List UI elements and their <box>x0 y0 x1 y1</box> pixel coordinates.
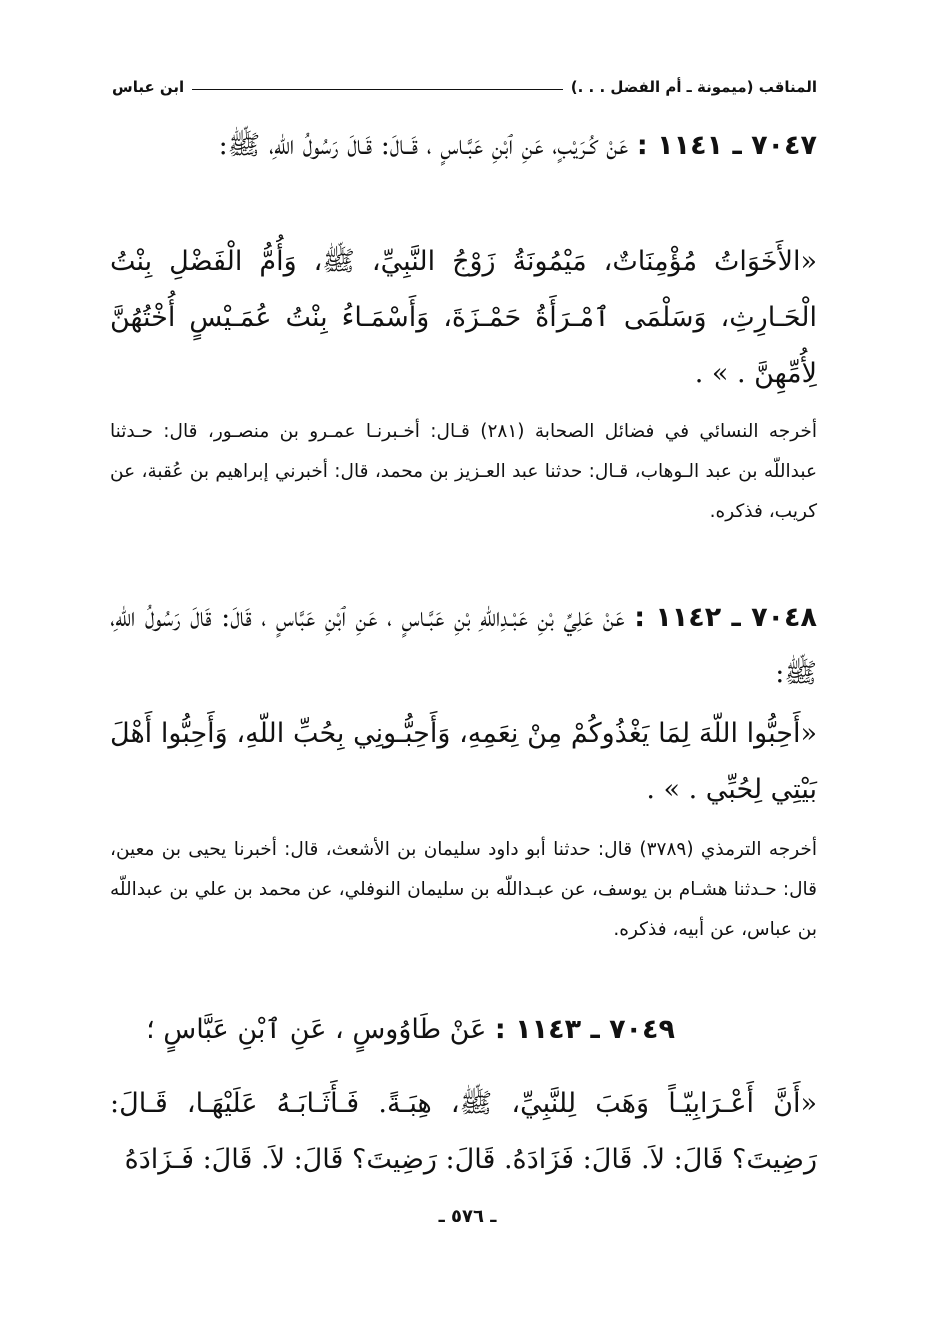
hadith-text-3: «أَنَّ أَعْـرَابِيّـاً وَهَبَ لِلنَّبِيِّ، ﷺ، هِبَـةً. فَـأَثَـابَـهُ عَلَيْهَـا، قَـالَ: رَضِيتَ؟ قَالَ: لاَ. قَالَ: فَزَادَهُ. قَالَ: رَضِيتَ؟ قَالَ: لاَ. قَالَ: فَـزَادَهُ <box>110 1088 817 1175</box>
hadith-intro-1 <box>110 118 817 174</box>
header-chapter-title: المناقب (ميمونة ـ أم الفضل . . .) <box>570 78 817 96</box>
header-section-title: ابن عباس <box>112 78 185 96</box>
hadith-chain-1: عَنْ كُـرَيْبٍ، عَنِ ٱبْنِ عَبَّـاسٍ ، قَــالَ: قَـالَ رَسُولُ اللّهِ، ﷺ: <box>218 130 629 161</box>
hadith-text-2: «أَحِبُّوا اللّهَ لِمَا يَغْذُوكُمْ مِنْ نِعَمِهِ، وَأَحِبُّـونِي بِحُبِّ اللّهِ، وَأَحِبُّوا أَهْلَ بَيْتِي لِحُبِّي . » . <box>110 718 817 805</box>
hadith-text-1: «الأَخَوَاتُ مُؤْمِنَاتٌ، مَيْمُونَةُ زَوْجُ النَّبِيِّ، ﷺ، وَأُمُّ الْفَضْلِ بِنْتُ الْحَـارِثِ، وَسَلْمَى ٱمْـرَأَةُ حَمْـزَةَ، وَأَسْمَـاءُ بِنْتُ عُمَـيْسٍ أُخْتُهُنَّ لِأُمِّهِنَّ . » . <box>110 246 817 389</box>
hadith-note-2: أخرجه الترمذي (٣٧٨٩) قال: حدثنا أبو داود سليمان بن الأشعث، قال: أخبرنا يحيى بن معين، قال: حـدثنا هشـام بن يوسف، عن عبـداللّه بن سليمان النوفلي، عن محمد بن علي بن عبداللّه بن عباس، عن أبيه، فذكره. <box>110 839 817 940</box>
hadith-chain-3: عَنْ طَاوُوسٍ ، عَنِ ٱبْنِ عَبَّاسٍ ؛ <box>146 1014 487 1045</box>
page-number: ـ ٥٧٦ ـ <box>438 1206 497 1227</box>
hadith-chain-2: عَنْ عَلِيِّ بْنِ عَبْـدِاللّهِ بْنِ عَبَّـاسٍ ، عَنِ ٱبْنِ عَبَّاسٍ ، قَالَ: قَالَ رَسُولُ اللّهِ، ﷺ: <box>110 602 817 689</box>
hadith-note-1: أخرجه النسائي في فضائل الصحابة (٢٨١) قـال: أخـبرنـا عمـرو بن منصـور، قال: حـدثنا عبداللّه بن عبد الـوهاب، قـال: حدثنا عبد العـزيز بن محمد، قال: أخبرني إبراهيم بن عُقبة، عن كريب، فذكره. <box>110 421 817 522</box>
hadith-number-3: ٧٠٤٩ ـ ١١٤٣ : <box>494 1014 675 1045</box>
hadith-number-1: ٧٠٤٧ ـ ١١٤١ : <box>636 130 817 161</box>
hadith-intro-2 <box>110 590 817 702</box>
hadith-intro-3 <box>110 1002 817 1058</box>
header-rule <box>192 89 563 90</box>
running-header <box>112 72 817 102</box>
hadith-number-2: ٧٠٤٨ ـ ١١٤٢ : <box>634 602 817 633</box>
